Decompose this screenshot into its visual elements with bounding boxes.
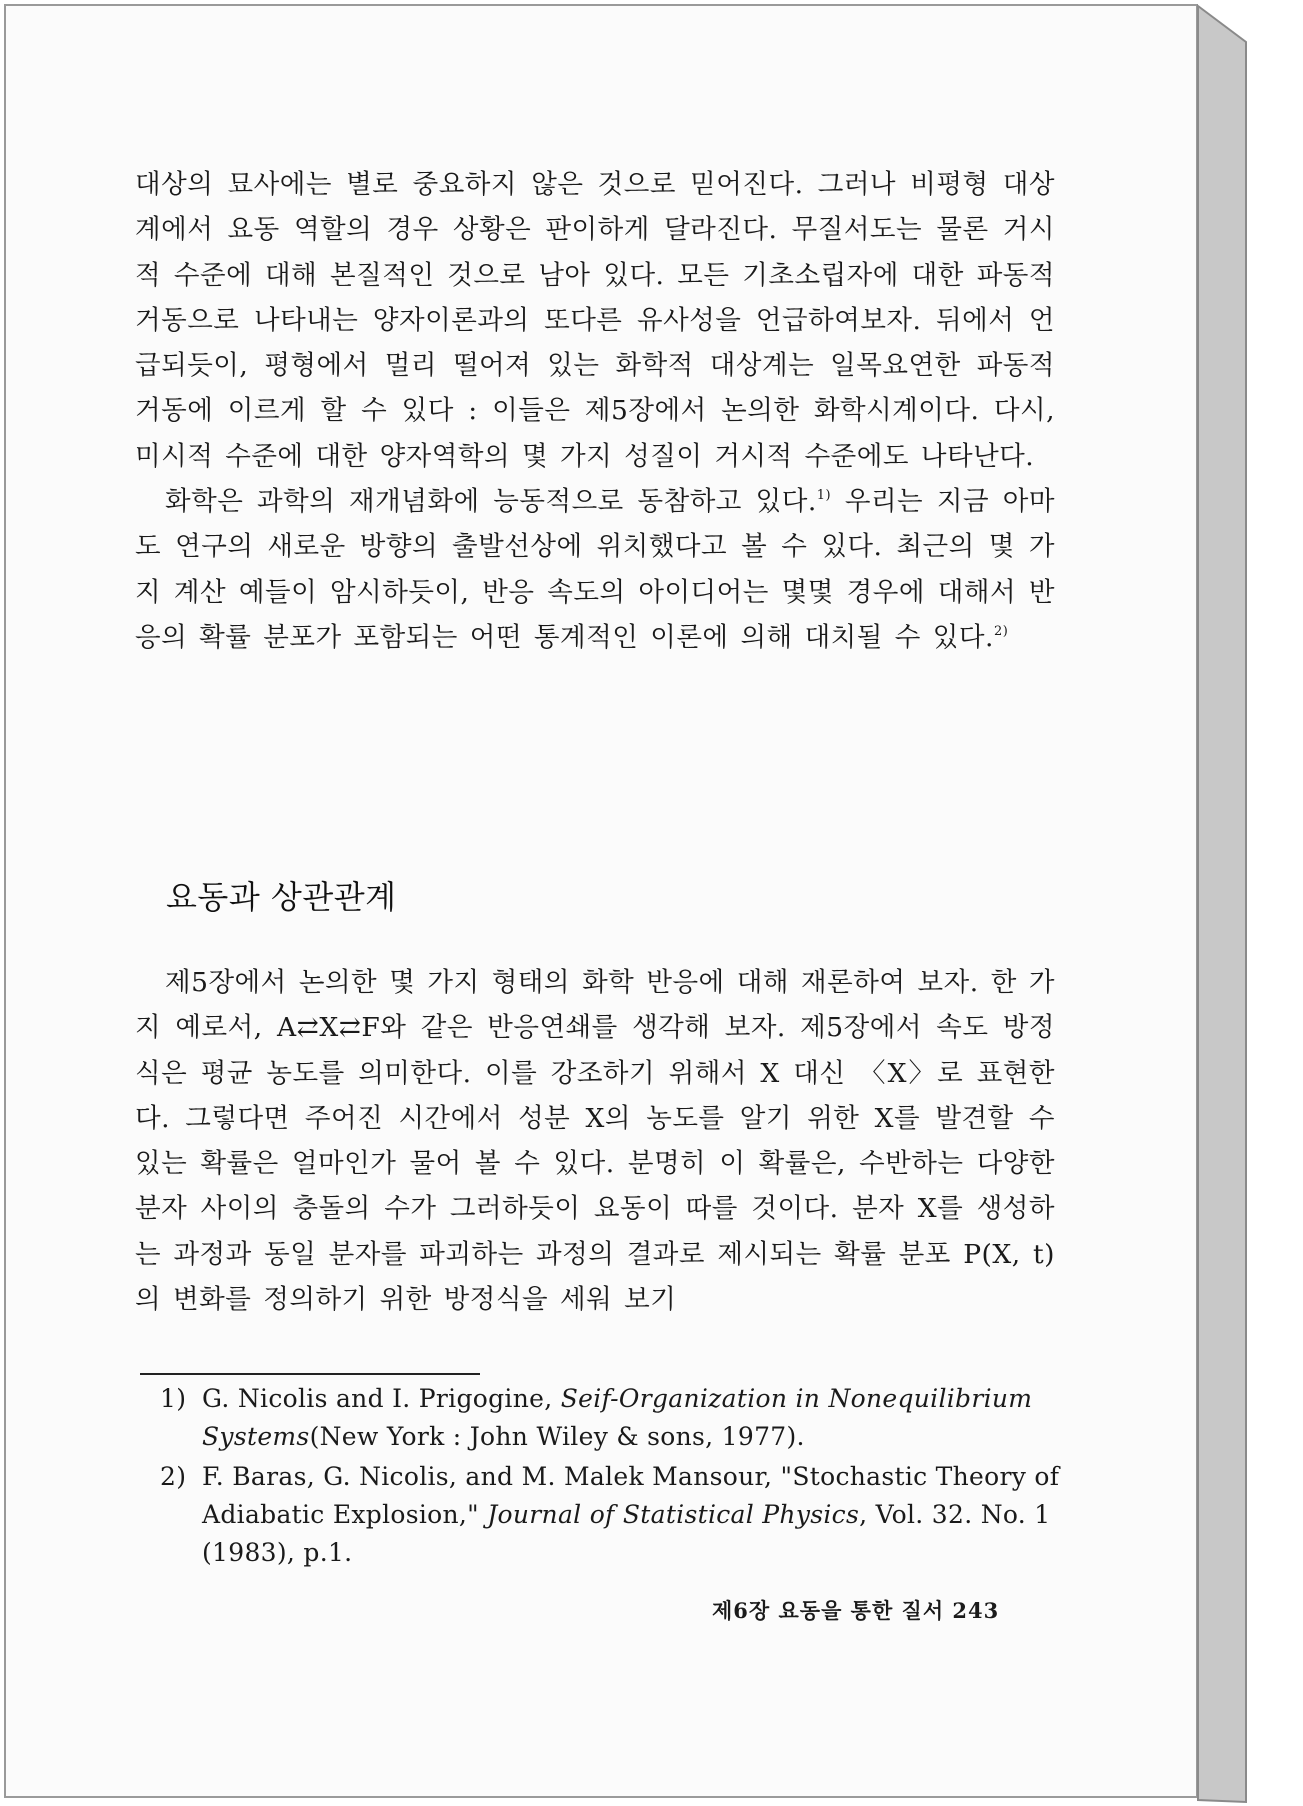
footnote-1-title: Seif-Organization in Nonequilibrium Systems xyxy=(202,1384,1033,1451)
footnote-2: 2) F. Baras, G. Nicolis, and M. Malek Mansour, "Stochastic Theory of Adiabatic Explosion," Journal of Statistical Physics, Vol. 32. No. 1 (1983), p.1. xyxy=(160,1462,1060,1567)
body-text xyxy=(135,162,1055,660)
running-footer: 제6장 요동을 통한 질서 243 xyxy=(712,1598,1000,1623)
section-heading: 요동과 상관관계 xyxy=(166,878,397,916)
paragraph-2: 화학은 과학의 재개념화에 능동적으로 동참하고 있다.$^{1)}$ 우리는 지금 아마도 연구의 새로운 방향의 출발선상에 위치했다고 볼 수 있다. 최근의 몇 가지 계산 예들이 암시하듯이, 반응 속도의 아이디어는 몇몇 경우에 대해서 반응의 확률 분포가 포함되는 어떤 통계적인 이론에 의해 대치될 수 있다.$^{2)}$ xyxy=(135,486,1055,653)
section-paragraph: 제5장에서 논의한 몇 가지 형태의 화학 반응에 대해 재론하여 보자. 한 가지 예로서, A⇄X⇄F와 같은 반응연쇄를 생각해 보자. 제5장에서 속도 방정식은 평균 농도를 의미한다. 이를 강조하기 위해서 X 대신 〈X〉로 표현한다. 그렇다면 주어진 시간에서 성분 X의 농도를 알기 위한 X를 발견할 수 있는 확률은 얼마인가 물어 볼 수 있다. 분명히 이 확률은, 수반하는 다양한 분자 사이의 충돌의 수가 그러하듯이 요동이 따를 것이다. 분자 X를 생성하는 과정과 동일 분자를 파괴하는 과정의 결과로 제시되는 확률 분포 P(X, t)의 변화를 정의하기 위한 방정식을 세워 보기 xyxy=(135,967,1055,1316)
footnote-ref-2: 2) xyxy=(993,623,1009,639)
footnote-2-title: Journal of Statistical Physics xyxy=(487,1500,860,1529)
section-body xyxy=(135,960,1055,1322)
footnote-ref-1: 1) xyxy=(816,488,832,504)
footnote-1: 1) G. Nicolis and I. Prigogine, Seif-Organization in Nonequilibrium Systems(New York : John Wiley & sons, 1977). xyxy=(160,1384,1033,1451)
paragraph-1: 대상의 묘사에는 별로 중요하지 않은 것으로 믿어진다. 그러나 비평형 대상계에서 요동 역할의 경우 상황은 판이하게 달라진다. 무질서도는 물론 거시적 수준에 대해 본질적인 것으로 남아 있다. 모든 기초소립자에 대한 파동적 거동으로 나타내는 양자이론과의 또다른 유사성을 언급하여보자. 뒤에서 언급되듯이, 평형에서 멀리 떨어져 있는 화학적 대상계는 일목요연한 파동적 거동에 이르게 할 수 있다 : 이들은 제5장에서 논의한 화학시계이다. 다시, 미시적 수준에 대한 양자역학의 몇 가지 성질이 거시적 수준에도 나타난다. xyxy=(135,169,1055,472)
footnote-rule xyxy=(140,1373,480,1375)
footnotes xyxy=(160,1380,1066,1574)
